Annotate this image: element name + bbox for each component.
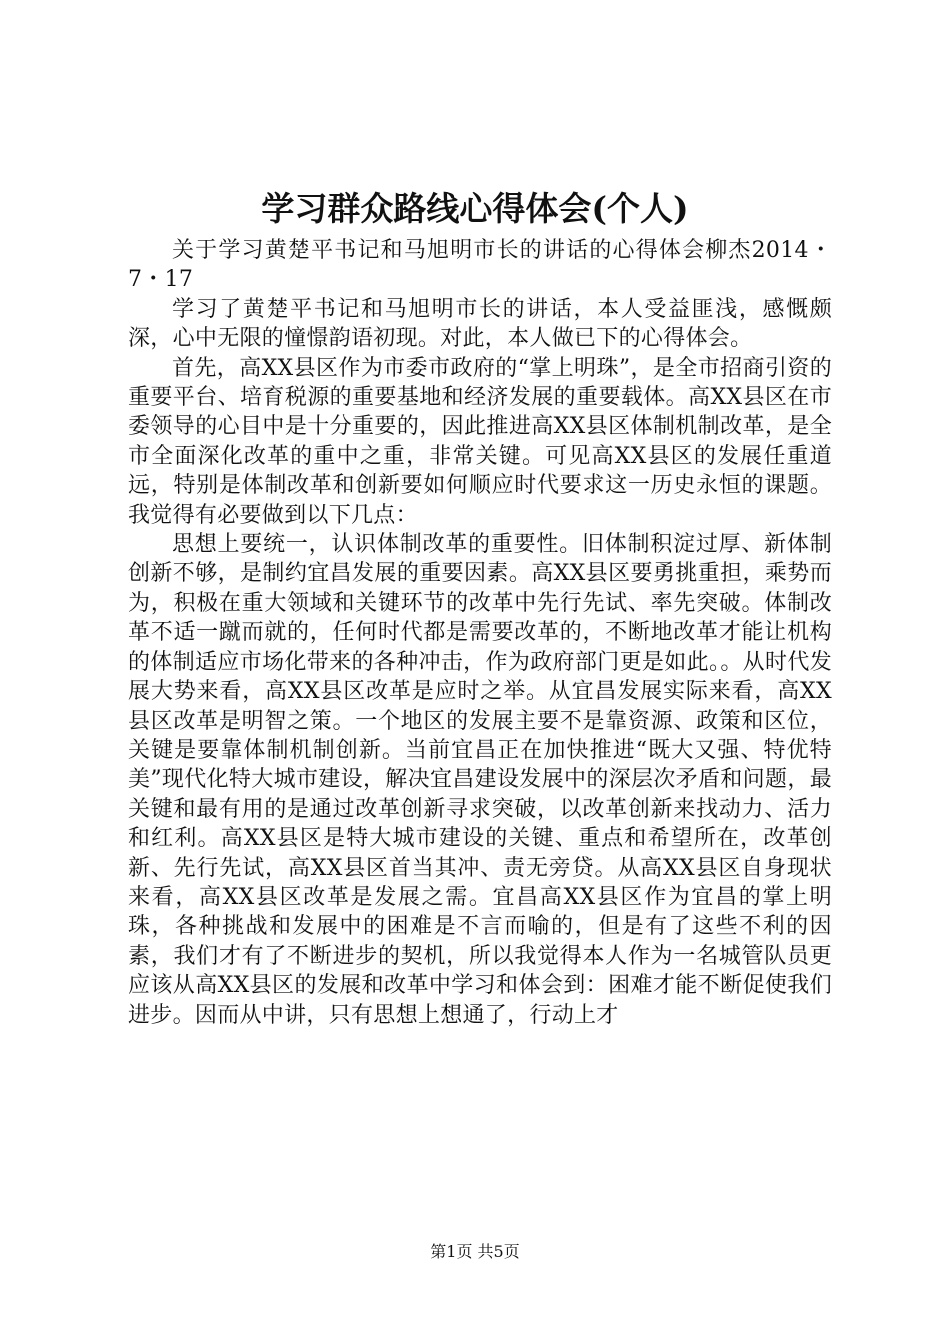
document-title: 学习群众路线心得体会(个人) <box>261 189 689 228</box>
paragraph-first-point: 首先，高XX县区作为市委市政府的“掌上明珠”，是全市招商引资的重要平台、培育税源的重要基地和经济发展的重要载体。高XX县区在市委领导的心目中是十分重要的，因此推进高XX县区体制机制改革，是全市全面深化改革的重中之重，非常关键。可见高XX县区的发展任重道远，特别是体制改革和创新要如何顺应时代要求这一历史永恒的课题。我觉得有必要做到以下几点： <box>128 355 832 528</box>
paragraph-thinking: 思想上要统一，认识体制改革的重要性。旧体制积淀过厚、新体制创新不够，是制约宜昌发展的重要因素。高XX县区要勇挑重担，乘势而为，积极在重大领域和关键环节的改革中先行先试、率先突破。体制改革不适一蹴而就的，任何时代都是需要改革的，不断地改革才能让机构的体制适应市场化带来的各种冲击，作为政府部门更是如此。。从时代发展大势来看，高XX县区改革是应时之举。从宜昌发展实际来看，高XX县区改革是明智之策。一个地区的发展主要不是靠资源、政策和区位，关键是要靠体制机制创新。当前宜昌正在加快推进“既大又强、特优特美”现代化特大城市建设，解决宜昌建设发展中的深层次矛盾和问题，最关键和最有用的是通过改革创新寻求突破，以改革创新来找动力、活力和红利。高XX县区是特大城市建设的关键、重点和希望所在，改革创新、先行先试，高XX县区首当其冲、责无旁贷。从高XX县区自身现状来看，高XX县区改革是发展之需。宜昌高XX县区作为宜昌的掌上明珠，各种挑战和发展中的困难是不言而喻的，但是有了这些不利的因素，我们才有了不断进步的契机，所以我觉得本人作为一名城管队员更应该从高XX县区的发展和改革中学习和体会到：困难才能不断促使我们进步。因而从中讲，只有思想上想通了，行动上才 <box>128 532 832 1028</box>
document-body <box>128 236 832 1030</box>
paragraph-intro: 关于学习黄楚平书记和马旭明市长的讲话的心得体会柳杰2014・7・17 <box>128 238 832 293</box>
paragraph-summary: 学习了黄楚平书记和马旭明市长的讲话，本人受益匪浅，感慨颇深，心中无限的憧憬韵语初现。对此，本人做已下的心得体会。 <box>128 296 832 352</box>
page-number: 第1页 共5页 <box>430 1242 520 1261</box>
